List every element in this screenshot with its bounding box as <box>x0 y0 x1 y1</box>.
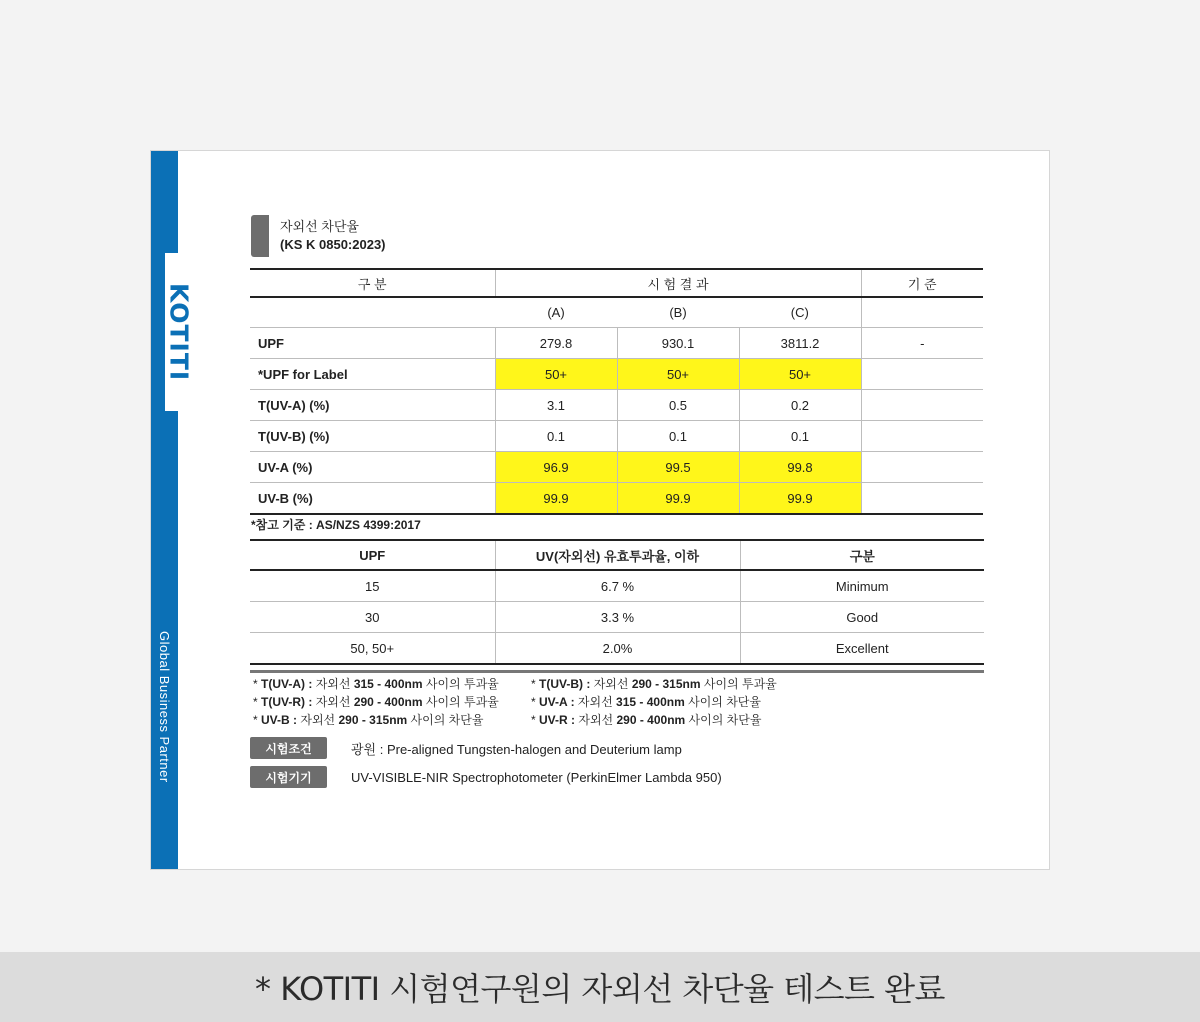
cell-a: 50+ <box>495 359 617 390</box>
cell-c: 3811.2 <box>739 328 861 359</box>
table-divider <box>250 670 984 673</box>
test-conditions <box>250 737 682 759</box>
cell-c: 99.9 <box>739 483 861 515</box>
note: * T(UV-R) : 자외선 290 - 400nm 사이의 투과율 <box>253 695 499 709</box>
header-transmittance: UV(자외선) 유효투과율, 이하 <box>495 540 740 570</box>
note: * T(UV-B) : 자외선 290 - 315nm 사이의 투과율 <box>531 677 777 691</box>
cell-std <box>861 421 983 452</box>
test-equipment <box>250 766 722 788</box>
cell-transmittance: 6.7 % <box>495 570 740 602</box>
header-grade: 구분 <box>740 540 984 570</box>
cell-c: 0.1 <box>739 421 861 452</box>
conditions-text: 광원 : Pre-aligned Tungsten-halogen and Deuterium lamp <box>351 741 682 757</box>
cell-grade: Good <box>740 602 984 633</box>
cell-transmittance: 3.3 % <box>495 602 740 633</box>
cell-upf: 15 <box>250 570 495 602</box>
cell-upf: 50, 50+ <box>250 633 495 665</box>
note: * UV-A : 자외선 315 - 400nm 사이의 차단율 <box>531 695 761 709</box>
table-row <box>250 602 984 633</box>
header-upf: UPF <box>250 540 495 570</box>
cell-a: 99.9 <box>495 483 617 515</box>
results-table <box>250 268 983 515</box>
results-header-row <box>250 269 983 297</box>
conditions-tag: 시험조건 <box>250 737 327 759</box>
cell-b: 99.5 <box>617 452 739 483</box>
cell-std <box>861 390 983 421</box>
header-category: 구 분 <box>250 269 495 297</box>
header-standard: 기 준 <box>861 269 983 297</box>
caption: * KOTITI 시험연구원의 자외선 차단율 테스트 완료 <box>0 952 1200 1022</box>
note: * UV-B : 자외선 290 - 315nm 사이의 차단율 <box>253 713 484 727</box>
cell-c: 99.8 <box>739 452 861 483</box>
table-row <box>250 328 983 359</box>
sub-c: (C) <box>739 297 861 328</box>
note-row <box>253 711 777 729</box>
slogan: Global Business Partner <box>157 631 172 783</box>
reference-header-row <box>250 540 984 570</box>
table-row <box>250 483 983 515</box>
note-row <box>253 675 777 693</box>
cell-a: 0.1 <box>495 421 617 452</box>
cell-std <box>861 359 983 390</box>
equipment-tag: 시험기기 <box>250 766 327 788</box>
reference-table <box>250 539 984 665</box>
cell-c: 0.2 <box>739 390 861 421</box>
equipment-text: UV-VISIBLE-NIR Spectrophotometer (PerkinElmer Lambda 950) <box>351 769 722 785</box>
cell-b: 930.1 <box>617 328 739 359</box>
definitions-notes <box>253 675 777 729</box>
cell-a: 96.9 <box>495 452 617 483</box>
cell-a: 279.8 <box>495 328 617 359</box>
note-row <box>253 693 777 711</box>
row-label: UV-B (%) <box>250 483 495 515</box>
row-label: *UPF for Label <box>250 359 495 390</box>
cell-c: 50+ <box>739 359 861 390</box>
cell-grade: Excellent <box>740 633 984 665</box>
title-line2: (KS K 0850:2023) <box>280 237 386 252</box>
kotiti-logo: KOTITI <box>164 282 194 382</box>
reference-standard: *참고 기준 : AS/NZS 4399:2017 <box>251 518 421 532</box>
cell-std <box>861 483 983 515</box>
sub-b: (B) <box>617 297 739 328</box>
table-row <box>250 390 983 421</box>
table-row <box>250 633 984 665</box>
row-label: T(UV-B) (%) <box>250 421 495 452</box>
note: * UV-R : 자외선 290 - 400nm 사이의 차단율 <box>531 713 762 727</box>
report-card <box>150 150 1050 870</box>
cell-std: - <box>861 328 983 359</box>
logo-tab <box>165 253 193 411</box>
table-row <box>250 570 984 602</box>
row-label: T(UV-A) (%) <box>250 390 495 421</box>
cell-b: 0.1 <box>617 421 739 452</box>
sub-a: (A) <box>495 297 617 328</box>
row-label: UPF <box>250 328 495 359</box>
cell-b: 0.5 <box>617 390 739 421</box>
row-label: UV-A (%) <box>250 452 495 483</box>
title-marker <box>251 215 269 257</box>
table-row <box>250 452 983 483</box>
cell-a: 3.1 <box>495 390 617 421</box>
cell-upf: 30 <box>250 602 495 633</box>
table-row <box>250 359 983 390</box>
cell-transmittance: 2.0% <box>495 633 740 665</box>
results-subheader-row <box>250 297 983 328</box>
header-results: 시 험 결 과 <box>495 269 861 297</box>
table-row <box>250 421 983 452</box>
title-line1: 자외선 차단율 <box>280 219 359 234</box>
note: * T(UV-A) : 자외선 315 - 400nm 사이의 투과율 <box>253 677 499 691</box>
cell-std <box>861 452 983 483</box>
cell-b: 99.9 <box>617 483 739 515</box>
cell-grade: Minimum <box>740 570 984 602</box>
cell-b: 50+ <box>617 359 739 390</box>
